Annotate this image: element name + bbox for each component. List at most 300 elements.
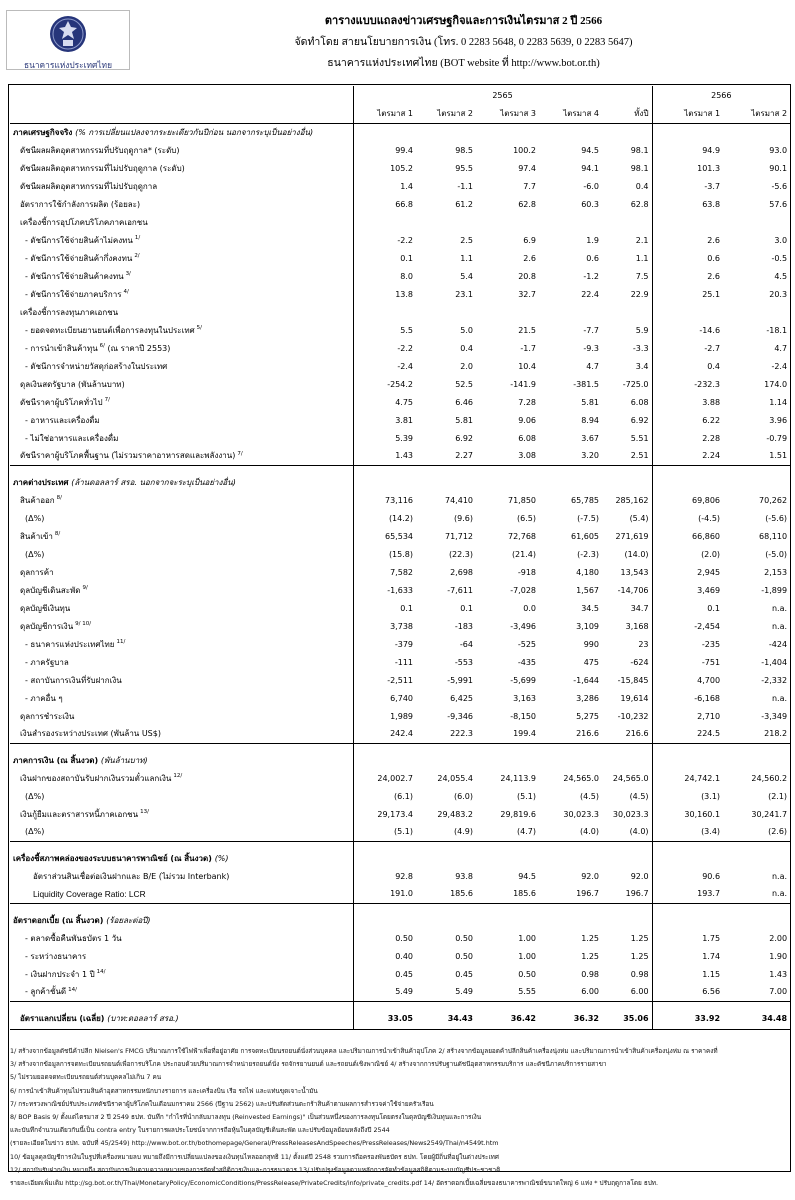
row-label-cell (10, 375, 353, 393)
value-cell: 5.5 (353, 321, 416, 339)
data-row (10, 447, 790, 465)
row-label: - ลูกค้าชั้นดี (25, 987, 67, 997)
footnote-line: 6/ การนำเข้าสินค้าทุนไม่รวมสินค้าอุตสาหกรรมหนักบางรายการ และเครื่องบิน เรือ รถไฟ และแท่นขุดเจาะน้ำมัน (10, 1086, 318, 1095)
spacer-cell (10, 903, 353, 911)
section-empty-cell (652, 849, 790, 867)
value-cell: 0.50 (353, 929, 416, 947)
value-cell: 33.05 (353, 1009, 416, 1029)
value-cell: 24,565.0 (563, 773, 599, 783)
row-label: - ภาคอื่น ๆ (25, 693, 63, 703)
value-cell: 72,768 (508, 531, 536, 541)
value-cell: (3.1) (652, 787, 723, 805)
value-cell: 6.00 (630, 987, 649, 997)
data-row (10, 707, 790, 725)
value-cell: 3,738 (353, 617, 416, 635)
footnote-line: 5/ ไม่รวมยอดจดทะเบียนรถยนต์ส่วนบุคคลไม่เกิน 7 คน (10, 1073, 162, 1082)
value-cell: 475 (583, 657, 599, 667)
footnote-ref: 14/ (68, 986, 77, 993)
value-cell: -424 (768, 639, 788, 649)
row-label: - ระหว่างธนาคาร (25, 951, 87, 961)
value-cell: 29,819.6 (500, 809, 536, 819)
value-cell: 10.4 (518, 361, 536, 371)
quarter-header-cell: ไตรมาส 2 (416, 104, 476, 123)
value-cell: 3.88 (652, 393, 723, 411)
data-row (10, 159, 790, 177)
value-cell: 20.3 (769, 289, 788, 299)
data-row (10, 983, 790, 1001)
value-cell: 61.2 (455, 199, 473, 209)
value-cell: (4.7) (517, 827, 536, 837)
section-title: เครื่องชี้สภาพคล่องของระบบธนาคารพาณิชย์ (ณ สิ้นงวด) (13, 853, 212, 863)
value-cell: -6.0 (583, 181, 599, 191)
row-label-cell (10, 635, 353, 653)
spacer-cell (353, 903, 652, 911)
spacer-cell (353, 743, 652, 751)
value-cell: (15.8) (353, 545, 416, 563)
value-cell: 185.6 (450, 889, 473, 899)
value-cell: 191.0 (353, 885, 416, 903)
spacer-cell (652, 903, 790, 911)
value-cell: (-5.6) (765, 513, 788, 523)
value-cell: 216.6 (576, 729, 599, 739)
data-row (10, 375, 790, 393)
value-cell: 990 (583, 639, 599, 649)
value-cell: 4,180 (576, 567, 599, 577)
row-label: ดัชนีผลผลิตอุตสาหกรรมที่ไม่ปรับฤดูกาล (20, 181, 158, 191)
value-cell: 61,605 (571, 531, 599, 541)
value-cell: -5.6 (771, 181, 788, 191)
table-body (10, 86, 790, 1029)
section-unit-note: (ร้อยละต่อปี) (106, 915, 151, 925)
value-cell: -18.1 (766, 325, 788, 335)
value-cell: 0.4 (635, 181, 649, 191)
footnote-line: 3/ สร้างจากข้อมูลการจดทะเบียนรถยนต์เพื่อการบริโภค ประกอบด้วยปริมาณการจำหน่ายรถยนต์นั่ง รถจักรยานยนต์ และรถยนต์เชิงพาณิชย์ 4/ สร้างจากการปรับฐานดัชนีอุตสาหกรรมบริการ และดัชนีภาคบริการรายสาขา (10, 1060, 607, 1069)
value-cell: -2.4 (353, 357, 416, 375)
value-cell: 7.5 (635, 271, 649, 281)
value-cell: 6.22 (652, 411, 723, 429)
value-cell: -14,706 (617, 585, 649, 595)
value-cell: -14.6 (652, 321, 723, 339)
value-cell: (21.4) (511, 549, 536, 559)
row-label-cell (10, 159, 353, 177)
section-title-cell (10, 751, 353, 769)
row-label: เครื่องชี้การลงทุนภาคเอกชน (20, 307, 119, 317)
value-cell: -5,991 (447, 675, 473, 685)
value-cell: n.a. (771, 871, 788, 881)
row-label-cell (10, 769, 353, 787)
value-cell: 65,785 (571, 495, 599, 505)
row-label-cell (10, 805, 353, 823)
value-cell: 0.1 (353, 249, 416, 267)
value-cell: -1,644 (573, 675, 599, 685)
footnote-ref: 4/ (123, 288, 129, 295)
value-cell: 6,740 (353, 689, 416, 707)
section-empty-cell (652, 473, 790, 491)
value-cell: 30,160.1 (652, 805, 723, 823)
data-row (10, 1009, 790, 1029)
row-label-cell (10, 823, 353, 841)
report-title: ตารางแบบแถลงข่าวเศรษฐกิจและการเงินไตรมาส 2 ปี 2566 (324, 15, 603, 27)
value-cell: 65,534 (353, 527, 416, 545)
value-cell: 101.3 (652, 159, 723, 177)
value-cell: 5.4 (460, 271, 473, 281)
value-cell: -10,232 (617, 711, 649, 721)
footnote-ref: 3/ (125, 270, 131, 277)
row-label: ดุลการค้า (20, 567, 54, 577)
section-empty-cell (353, 751, 652, 769)
value-cell: 6.46 (455, 397, 473, 407)
data-row (10, 141, 790, 159)
value-cell: 216.6 (625, 729, 649, 739)
footnote-ref: 8/ (56, 494, 63, 501)
value-cell: 63.8 (652, 195, 723, 213)
value-cell: 2.28 (652, 429, 723, 447)
value-cell: 0.50 (455, 933, 473, 943)
value-cell: 8.0 (353, 267, 416, 285)
value-cell: 7,582 (353, 563, 416, 581)
value-cell (416, 213, 476, 231)
data-row (10, 411, 790, 429)
value-cell: -2,332 (761, 675, 788, 685)
section-unit-note: (พันล้านบาท) (100, 755, 148, 765)
spacer-cell (652, 743, 790, 751)
value-cell: 2.24 (652, 447, 723, 465)
section-title-cell (10, 473, 353, 491)
footnote-line: รายละเอียดเพิ่มเติม http://sg.bot.or.th/Thai/MonetaryPolicy/EconomicConditions/PressRelease/PrivateCredits/info/private_credits.pdf 14/ อัตราดอกเบี้ยเฉลี่ยของธนาคารพาณิชย์ขนาดใหญ่ 6 แห่ง * ปรับฤดูกาลโดย ธปท. (10, 1179, 659, 1188)
value-cell: -7,611 (447, 585, 473, 595)
spacer-cell (10, 465, 353, 473)
row-label-cell (10, 563, 353, 581)
value-cell: 1.1 (460, 253, 473, 263)
section-empty-cell (652, 911, 790, 929)
value-cell: 94.1 (581, 163, 599, 173)
value-cell: 218.2 (764, 729, 788, 739)
section-spacer-row (10, 1001, 790, 1009)
value-cell: (4.5) (629, 791, 649, 801)
value-cell: 3.96 (769, 415, 788, 425)
data-row (10, 195, 790, 213)
row-label-cell (10, 689, 353, 707)
value-cell: 7.7 (523, 181, 536, 191)
value-cell: 174.0 (764, 379, 788, 389)
row-label: (Δ%) (25, 549, 45, 559)
value-cell: 3,163 (513, 693, 536, 703)
value-cell: -1,899 (761, 585, 788, 595)
spacer-cell (353, 1001, 652, 1009)
value-cell: 99.4 (353, 141, 416, 159)
section-title: อัตราดอกเบี้ย (ณ สิ้นงวด) (13, 915, 104, 925)
value-cell: 34.7 (630, 603, 649, 613)
year-header-row (10, 86, 790, 104)
row-label-cell (10, 527, 353, 545)
value-cell: 92.0 (581, 871, 599, 881)
row-label-cell (10, 249, 353, 267)
economic-data-table (10, 86, 790, 1030)
value-cell: -15,845 (617, 675, 649, 685)
section-spacer-row (10, 841, 790, 849)
footnote-ref: 9/ 10/ (75, 620, 92, 627)
value-cell: 5.49 (353, 983, 416, 1001)
data-row (10, 769, 790, 787)
row-label: ดัชนีราคาผู้บริโภคพื้นฐาน (ไม่รวมราคาอาหารสดและพลังงาน) (20, 451, 236, 461)
row-label: เครื่องชี้การอุปโภคบริโภคภาคเอกชน (20, 217, 148, 227)
value-cell: 0.98 (581, 969, 599, 979)
row-label-tail: (ณ ราคาปี 2553) (105, 343, 171, 353)
value-cell: 222.3 (450, 729, 473, 739)
row-label: อัตราแลกเปลี่ยน (เฉลี่ย) (20, 1014, 105, 1024)
value-cell: 2,698 (450, 567, 473, 577)
value-cell: 2.00 (769, 933, 788, 943)
row-label-cell (10, 339, 353, 357)
value-cell: 100.2 (513, 145, 536, 155)
value-cell: 2.0 (460, 361, 473, 371)
value-cell: 2.51 (630, 451, 649, 461)
value-cell: 29,173.4 (353, 805, 416, 823)
value-cell: 242.4 (353, 725, 416, 743)
value-cell: 0.6 (652, 249, 723, 267)
footnotes (10, 1045, 788, 1190)
value-cell: 3,286 (576, 693, 599, 703)
value-cell: (6.5) (517, 513, 536, 523)
footnote-ref: 7/ (104, 396, 110, 403)
value-cell: 1.90 (769, 951, 788, 961)
value-cell: -0.79 (766, 433, 788, 443)
value-cell: 6.92 (630, 415, 649, 425)
section-header-row (10, 473, 790, 491)
row-label: สินค้าออก (20, 495, 55, 505)
spacer-cell (10, 743, 353, 751)
value-cell: 0.4 (460, 343, 473, 353)
value-cell: 30,023.3 (563, 809, 599, 819)
value-cell: n.a. (771, 603, 788, 613)
section-title-cell (10, 123, 353, 141)
value-cell: (14.2) (353, 509, 416, 527)
value-cell: 2,710 (652, 707, 723, 725)
value-cell: 92.0 (630, 871, 649, 881)
value-cell: 1.14 (769, 397, 788, 407)
value-cell: 66,860 (652, 527, 723, 545)
value-cell: (9.6) (454, 513, 473, 523)
value-cell: 8.94 (581, 415, 599, 425)
value-cell: -2,511 (353, 671, 416, 689)
value-cell (353, 303, 416, 321)
quarter-header-cell: ไตรมาส 4 (539, 104, 602, 123)
value-cell: 19,614 (620, 693, 649, 703)
row-label-cell (10, 885, 353, 903)
value-cell: -183 (454, 621, 473, 631)
row-label: - ธนาคารแห่งประเทศไทย (25, 639, 115, 649)
logo-caption: ธนาคารแห่งประเทศไทย (23, 61, 112, 70)
data-row (10, 653, 790, 671)
value-cell: -8,150 (510, 711, 536, 721)
value-cell: 196.7 (625, 889, 649, 899)
row-label: ดัชนีผลผลิตอุตสาหกรรมที่ไม่ปรับฤดูกาล (ระดับ) (20, 163, 185, 173)
value-cell: 5.81 (581, 397, 599, 407)
value-cell: 20.8 (518, 271, 536, 281)
section-unit-note: (บาท:ดอลลาร์ สรอ.) (107, 1014, 179, 1024)
row-label: - ดัชนีการใช้จ่ายภาคบริการ (25, 289, 122, 299)
data-row (10, 491, 790, 509)
value-cell: 62.8 (518, 199, 536, 209)
value-cell: 5.0 (460, 325, 473, 335)
data-row (10, 787, 790, 805)
section-empty-cell (353, 123, 652, 141)
row-label: (Δ%) (25, 791, 45, 801)
row-label: สินค้าเข้า (20, 531, 53, 541)
value-cell: 6.00 (581, 987, 599, 997)
value-cell: 30,023.3 (612, 809, 649, 819)
value-cell: 0.1 (353, 599, 416, 617)
row-label: - การนำเข้าสินค้าทุน (25, 343, 98, 353)
value-cell: 1.43 (353, 447, 416, 465)
data-row (10, 527, 790, 545)
section-title: ภาคการเงิน (ณ สิ้นงวด) (13, 755, 99, 765)
value-cell: -141.9 (510, 379, 536, 389)
value-cell: 0.45 (455, 969, 473, 979)
value-cell: -2.7 (652, 339, 723, 357)
value-cell: 36.42 (476, 1009, 539, 1029)
value-cell: 97.4 (518, 163, 536, 173)
row-label: - ตลาดซื้อคืนพันธบัตร 1 วัน (25, 933, 122, 943)
value-cell: 93.0 (769, 145, 788, 155)
value-cell: 1.74 (652, 947, 723, 965)
data-row (10, 321, 790, 339)
section-title: ภาคต่างประเทศ (13, 477, 69, 487)
value-cell: 60.3 (581, 199, 599, 209)
value-cell: 98.5 (455, 145, 473, 155)
row-label: ดัชนีราคาผู้บริโภคทั่วไป (20, 397, 103, 407)
spacer-cell (652, 841, 790, 849)
quarter-header-cell: ทั้งปี (602, 104, 652, 123)
value-cell: 1.25 (630, 951, 649, 961)
value-cell: 3.20 (581, 451, 599, 461)
value-cell: 2.27 (455, 451, 473, 461)
row-label-cell (10, 491, 353, 509)
value-cell: 6,425 (450, 693, 473, 703)
footnote-ref: 2/ (134, 252, 140, 259)
value-cell (652, 213, 723, 231)
value-cell: -254.2 (353, 375, 416, 393)
row-label-cell (10, 867, 353, 885)
data-row (10, 885, 790, 903)
section-unit-note: (ล้านดอลลาร์ สรอ. นอกจากจะระบุเป็นอย่างอื่น) (71, 477, 236, 487)
value-cell: (2.1) (768, 791, 788, 801)
data-row (10, 599, 790, 617)
value-cell: -2.4 (771, 361, 788, 371)
row-label-cell (10, 177, 353, 195)
row-label: - ดัชนีการจำหน่ายวัสดุก่อสร้างในประเทศ (25, 361, 168, 371)
value-cell: -381.5 (573, 379, 599, 389)
value-cell: 3,168 (625, 621, 649, 631)
spacer-cell (10, 1001, 353, 1009)
value-cell: n.a. (771, 621, 788, 631)
value-cell: 52.5 (455, 379, 473, 389)
value-cell: (5.1) (517, 791, 536, 801)
value-cell: 34.5 (581, 603, 599, 613)
row-label: ดุลบัญชีการเงิน (20, 621, 74, 631)
quarter-header-cell: ไตรมาส 3 (476, 104, 539, 123)
value-cell: 57.6 (769, 199, 788, 209)
value-cell: 22.4 (581, 289, 599, 299)
value-cell: 98.1 (630, 163, 649, 173)
data-row (10, 357, 790, 375)
value-cell: -7,028 (510, 585, 536, 595)
value-cell: -379 (353, 635, 416, 653)
report-header (0, 0, 795, 76)
value-cell: 34.43 (416, 1009, 476, 1029)
report-website: ธนาคารแห่งประเทศไทย (BOT website ที่ http://www.bot.or.th) (327, 58, 600, 69)
row-label: Liquidity Coverage Ratio: LCR (33, 888, 146, 899)
value-cell: 105.2 (353, 159, 416, 177)
value-cell: 25.1 (652, 285, 723, 303)
value-cell: 1.4 (353, 177, 416, 195)
value-cell: 33.92 (652, 1009, 723, 1029)
data-row (10, 823, 790, 841)
row-label-cell (10, 429, 353, 447)
value-cell: 1.25 (630, 933, 649, 943)
spacer-cell (353, 841, 652, 849)
value-cell: 1.75 (652, 929, 723, 947)
value-cell: 24,002.7 (353, 769, 416, 787)
row-label-cell (10, 983, 353, 1001)
value-cell (723, 213, 790, 231)
value-cell: 5.81 (455, 415, 473, 425)
footnote-ref: 8/ (54, 530, 61, 537)
value-cell: -725.0 (622, 379, 649, 389)
row-label-cell (10, 357, 353, 375)
value-cell: -2.2 (353, 339, 416, 357)
footnote-ref: 5/ (196, 324, 203, 331)
row-label-cell (10, 599, 353, 617)
data-row (10, 231, 790, 249)
value-cell: 3.81 (353, 411, 416, 429)
value-cell: (14.0) (624, 549, 649, 559)
footnote-line: 1/ สร้างจากข้อมูลดัชนีค้าปลีก Nielsen's FMCG ปริมาณการใช้ไฟฟ้าเพื่อที่อยู่อาศัย การจดทะเบียนรถยนต์นั่งส่วนบุคคล และปริมาณการนำเข้าสินค้าอุปโภค 2/ สร้างจากข้อมูลยอดค้าปลีกสินค้าเครื่องนุ่งห่ม และปริมาณการนำเข้าสินค้าเครื่องนุ่งห่ม ณ ราคาคงที่ (10, 1047, 718, 1055)
data-row (10, 393, 790, 411)
section-spacer-row (10, 903, 790, 911)
row-label-cell (10, 393, 353, 411)
value-cell: -751 (652, 653, 723, 671)
value-cell: -9,346 (447, 711, 473, 721)
section-title-cell (10, 849, 353, 867)
value-cell (353, 213, 416, 231)
value-cell: 7.28 (518, 397, 536, 407)
value-cell: -64 (459, 639, 473, 649)
value-cell: 224.5 (652, 725, 723, 743)
data-row (10, 635, 790, 653)
footnote-line: 7/ กระทรวงพาณิชย์ปรับประเภทดัชนีราคาผู้บริโภคในเดือนมกราคม 2566 (ปีฐาน 2562) และปรับสัดส่วนตะกร้าสินค้าตามผลการสำรวจค่าใช้จ่ายครัวเรือน (10, 1099, 434, 1108)
row-label-cell (10, 929, 353, 947)
value-cell: -2,454 (652, 617, 723, 635)
data-row (10, 339, 790, 357)
row-label: ดุลบัญชีเงินทุน (20, 603, 71, 613)
row-label: อัตราการใช้กำลังการผลิต (ร้อยละ) (20, 199, 141, 209)
section-empty-cell (353, 849, 652, 867)
data-row (10, 285, 790, 303)
row-label-cell (10, 231, 353, 249)
value-cell: 0.98 (630, 969, 649, 979)
value-cell: 69,806 (652, 491, 723, 509)
value-cell: 94.5 (581, 145, 599, 155)
value-cell: 1.1 (635, 253, 649, 263)
data-row (10, 965, 790, 983)
data-row (10, 581, 790, 599)
row-label-cell (10, 285, 353, 303)
value-cell: 2.6 (652, 267, 723, 285)
data-row (10, 563, 790, 581)
value-cell: 0.0 (523, 603, 536, 613)
value-cell: 3.4 (635, 361, 649, 371)
